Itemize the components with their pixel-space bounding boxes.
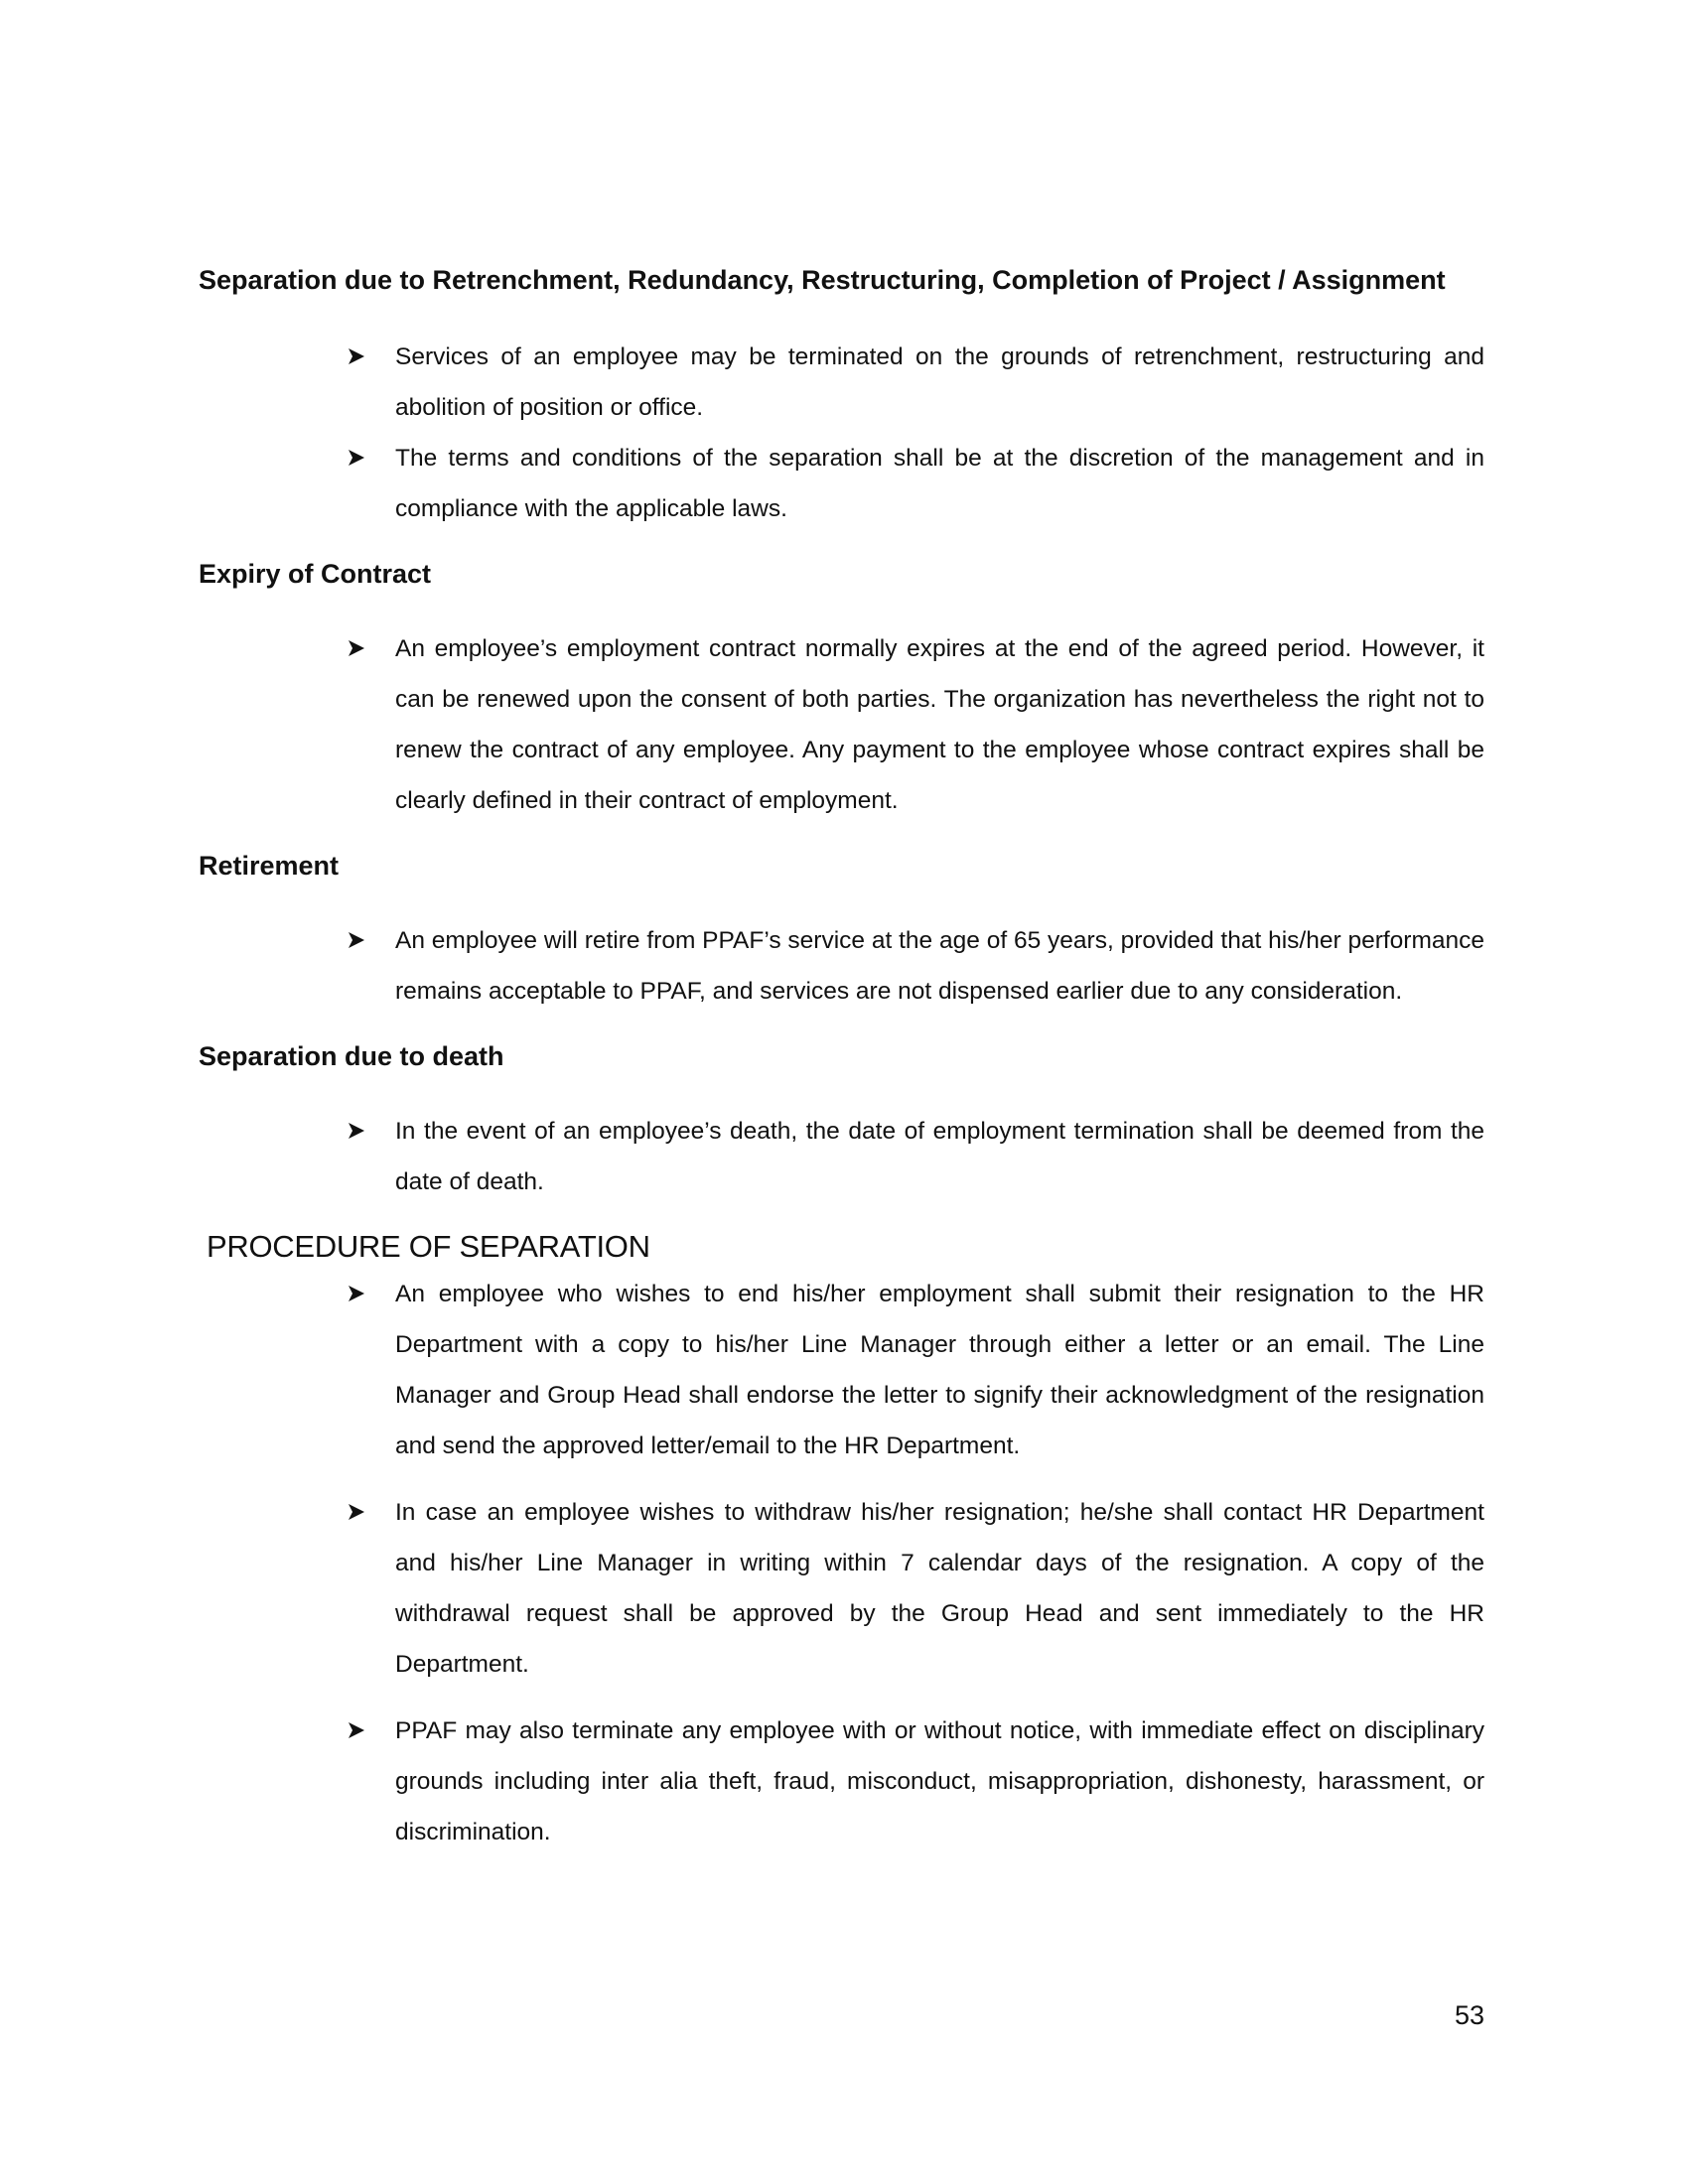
- procedure-heading: PROCEDURE OF SEPARATION: [207, 1229, 650, 1264]
- list-item-text: In case an employee wishes to withdraw his/her resignation; he/she shall contact HR Department and his/her Line Manager in writing within 7 calendar days of the resignation. A copy of the withdrawal request shall be approved by the Group Head and sent immediately to the HR Department.: [395, 1499, 1484, 1678]
- list-item: [199, 332, 1484, 433]
- list-item: [199, 433, 1484, 534]
- section-retirement: [199, 846, 1484, 1017]
- list-item-text: The terms and conditions of the separation shall be at the discretion of the management and in compliance with the applicable laws.: [395, 445, 1484, 522]
- page-number: 53: [1454, 2000, 1484, 2030]
- list-item-text: An employee who wishes to end his/her employment shall submit their resignation to the HR Department with a copy to his/her Line Manager through either a letter or an email. The Line Manager and Group Head shall endorse the letter to signify their acknowledgment of the resignation and send the approved letter/email to the HR Department.: [395, 1281, 1484, 1459]
- list-item-text: In the event of an employee’s death, the date of employment termination shall be deemed from the date of death.: [395, 1118, 1484, 1195]
- arrowhead-bullet-icon: [348, 1503, 365, 1521]
- list-item-text: An employee will retire from PPAF’s service at the age of 65 years, provided that his/her performance remains acceptable to PPAF, and services are not dispensed earlier due to any consideration.: [395, 927, 1484, 1005]
- list-item: [199, 1706, 1484, 1857]
- document-page: [199, 260, 1484, 1857]
- arrowhead-bullet-icon: [348, 347, 365, 365]
- section-retrenchment: [199, 260, 1484, 534]
- section-heading: Separation due to Retrenchment, Redundancy, Restructuring, Completion of Project / Assignment: [199, 265, 1446, 295]
- section-heading: Expiry of Contract: [199, 559, 432, 589]
- arrowhead-bullet-icon: [348, 639, 365, 657]
- list-item-text: Services of an employee may be terminated on the grounds of retrenchment, restructuring and abolition of position or office.: [395, 343, 1484, 421]
- list-item: [199, 623, 1484, 826]
- section-heading: Separation due to death: [199, 1041, 504, 1071]
- arrowhead-bullet-icon: [348, 449, 365, 467]
- section-separation-due-to-death: [199, 1036, 1484, 1207]
- arrowhead-bullet-icon: [348, 1721, 365, 1739]
- arrowhead-bullet-icon: [348, 931, 365, 949]
- list-item-text: An employee’s employment contract normally expires at the end of the agreed period. However, it can be renewed upon the consent of both parties. The organization has nevertheless the right not to renew the contract of any employee. Any payment to the employee whose contract expires shall be clearly defined in their contract of employment.: [395, 635, 1484, 814]
- list-item: [199, 915, 1484, 1017]
- list-item: [199, 1487, 1484, 1690]
- arrowhead-bullet-icon: [348, 1122, 365, 1140]
- list-item: [199, 1269, 1484, 1471]
- section-heading: Retirement: [199, 851, 340, 881]
- section-expiry-of-contract: [199, 554, 1484, 826]
- section-procedure-of-separation: [199, 1225, 1484, 1857]
- list-item-text: PPAF may also terminate any employee with or without notice, with immediate effect on disciplinary grounds including inter alia theft, fraud, misconduct, misappropriation, dishonesty, harassment, or discrimination.: [395, 1717, 1484, 1845]
- list-item: [199, 1106, 1484, 1207]
- arrowhead-bullet-icon: [348, 1285, 365, 1302]
